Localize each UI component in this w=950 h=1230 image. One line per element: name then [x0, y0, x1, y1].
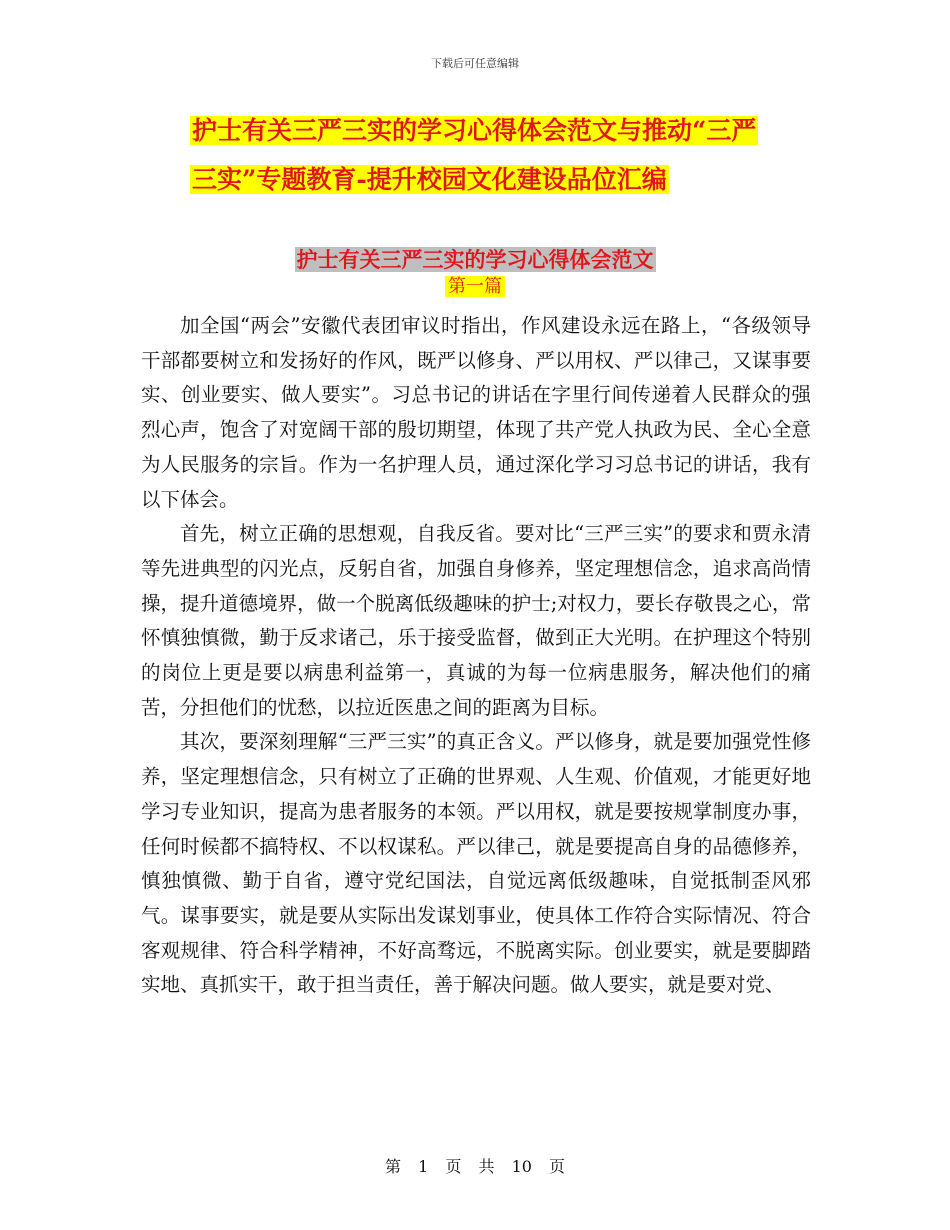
footer-total-pages: 10 — [511, 1157, 532, 1176]
footer-di: 第 — [384, 1157, 401, 1176]
document-title — [190, 106, 810, 204]
document-title-line-2: 三实”专题教育-提升校园文化建设品位汇编 — [192, 165, 667, 194]
footer-ye-2: 页 — [549, 1157, 566, 1176]
page-footer — [0, 1154, 950, 1177]
document-title-line-1: 护士有关三严三实的学习心得体会范文与推动“三严 — [192, 116, 757, 145]
paragraph: 加全国“两会”安徽代表团审议时指出，作风建设永远在路上，“各级领导干部都要树立和发扬好的作风，既严以修身、严以用权、严以律己，又谋事要实、创业要实、做人要实”。习总书记的讲话在字里行间传递着人民群众的强烈心声，饱含了对宽阔干部的殷切期望，体现了共产党人执政为民、全心全意为人民服务的宗旨。作为一名护理人员，通过深化学习习总书记的讲话，我有以下体会。 — [141, 314, 811, 511]
footer-gong: 共 — [478, 1157, 495, 1176]
part-label — [0, 274, 950, 300]
paragraph: 其次，要深刻理解“三严三实”的真正含义。严以修身，就是要加强党性修养，坚定理想信念，只有树立了正确的世界观、人生观、价值观，才能更好地学习专业知识，提高为患者服务的本领。严以用权，就是要按规掌制度办事，任何时候都不搞特权、不以权谋私。严以律己，就是要提高自身的品德修养，慎独慎微、勤于自省，遵守党纪国法，自觉远离低级趣味，自觉抵制歪风邪气。谋事要实，就是要从实际出发谋划事业，使具体工作符合实际情况、符合客观规律、符合科学精神，不好高骛远，不脱离实际。创业要实，就是要脚踏实地、真抓实干，敢于担当责任，善于解决问题。做人要实，就是要对党、 — [141, 730, 811, 997]
section-title — [0, 246, 950, 274]
part-label-text: 第一篇 — [445, 276, 505, 297]
body-text — [141, 309, 811, 1003]
paragraph: 首先，树立正确的思想观，自我反省。要对比“三严三实”的要求和贾永清等先进典型的闪光点，反躬自省，加强自身修养，坚定理想信念，追求高尚情操，提升道德境界，做一个脱离低级趣味的护士;对权力，要长存敬畏之心，常怀慎独慎微，勤于反求诸己，乐于接受监督，做到正大光明。在护理这个特别的岗位上更是要以病患利益第一，真诚的为每一位病患服务，解决他们的痛苦，分担他们的忧愁，以拉近医患之间的距离为目标。 — [141, 522, 811, 719]
footer-ye: 页 — [445, 1157, 462, 1176]
header-note: 下载后可任意编辑 — [431, 57, 519, 70]
footer-page-number: 1 — [418, 1157, 429, 1176]
section-title-text: 护士有关三严三实的学习心得体会范文 — [296, 247, 654, 272]
